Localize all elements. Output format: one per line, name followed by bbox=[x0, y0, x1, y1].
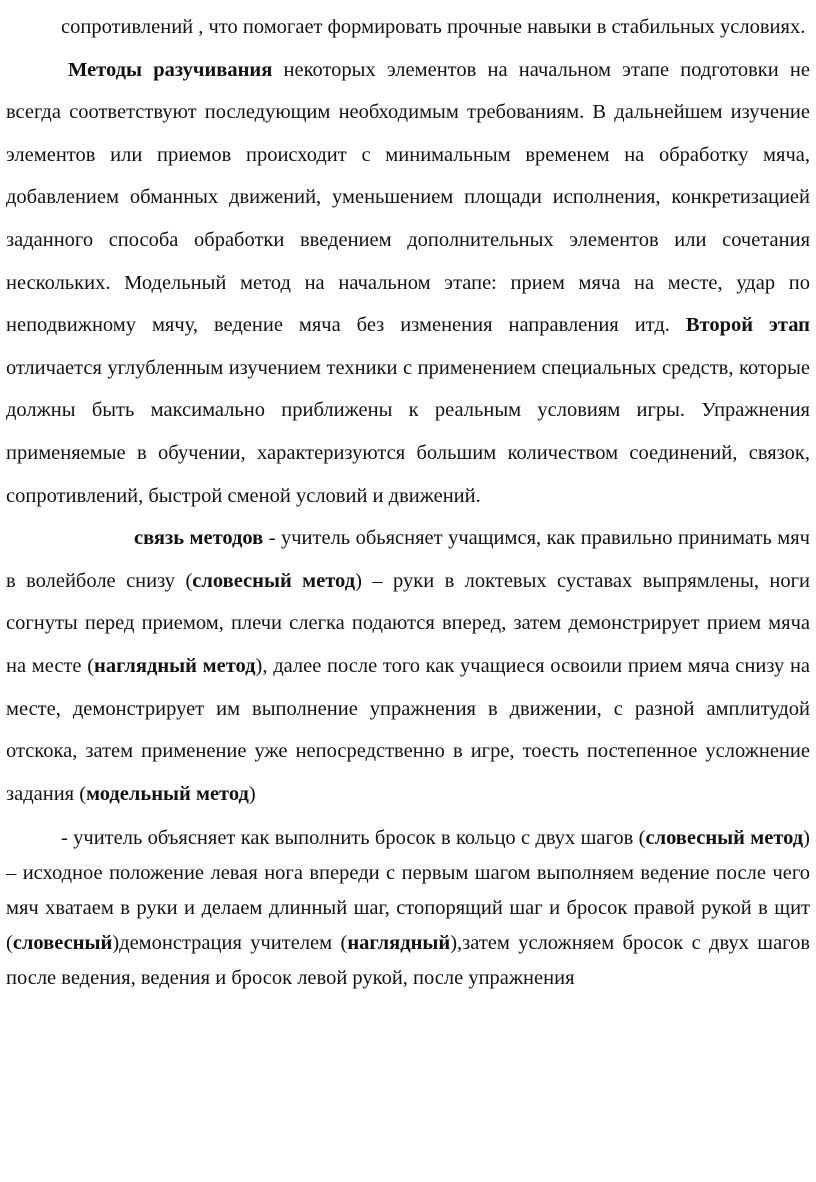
bold-verbal-method: словесный метод bbox=[192, 569, 356, 592]
bold-layup-verbal-method: словесный метод bbox=[645, 827, 804, 850]
bold-visual-method: наглядный метод bbox=[94, 654, 256, 677]
paragraph-learning-methods bbox=[6, 49, 810, 518]
learning-methods-text: некоторых элементов на начальном этапе подготовки не всегда соответствуют последующим необходимым требованиям. В дальнейшем изучение элементов или приемов происходит с минимальным временем на обработку мяча, добавлением обманных движений, уменьшением площади исполнения, конкретизацией заданного способа обработки введением дополнительных элементов или сочетания нескольких. Модельный метод на начальном этапе: прием мяча на месте, удар по неподвижному мячу, ведение мяча без изменения направления итд. bbox=[6, 58, 810, 337]
paragraph-methods-link bbox=[6, 517, 810, 815]
second-stage-text: отличается углубленным изучением техники с применением специальных средств, которые должны быть максимально приближены к реальным условиям игры. Упражнения применяемые в обучении, характеризуются большим количеством соединений, связок, сопротивлений, быстрой сменой условий и движений. bbox=[6, 356, 810, 507]
bold-layup-verbal: словесный bbox=[12, 932, 113, 955]
layup-text-3: )демонстрация учителем ( bbox=[112, 932, 348, 955]
bold-learning-methods: Методы разучивания bbox=[68, 58, 273, 81]
bold-methods-link: связь методов bbox=[134, 527, 264, 550]
document-section-main bbox=[6, 6, 810, 815]
bold-layup-visual: наглядный bbox=[347, 932, 451, 955]
layup-text-2: ) – исходное положение левая нога впереди с первым шагом выполняем ведение после чего мяч хватаем в руки и делаем длинный шаг, стопорящий шаг и бросок правой рукой в щит ( bbox=[6, 827, 810, 955]
layup-text-1: - учитель объясняет как выполнить бросок в кольцо с двух шагов ( bbox=[61, 827, 646, 850]
bold-second-stage: Второй этап bbox=[685, 314, 810, 337]
methods-link-text-1: - учитель обьясняет учащимся, как правильно принимать мяч в волейболе снизу ( bbox=[6, 527, 810, 592]
methods-link-text-4: ) bbox=[248, 782, 256, 805]
methods-link-text-2: ) – руки в локтевых суставах выпрямлены, ноги согнуты перед приемом, плечи слегка подаются вперед, затем демонстрирует прием мяча на месте ( bbox=[6, 569, 810, 677]
paragraph-intro-text: сопротивлений , что помогает формировать прочные навыки в стабильных условиях. bbox=[61, 16, 806, 38]
paragraph-layup bbox=[6, 821, 810, 996]
methods-link-text-3: ), далее после того как учащиеся освоили прием мяча снизу на месте, демонстрирует им выполнение упражнения в движении, с разной амплитудой отскока, затем применение уже непосредственно в игре, тоесть постепенное усложнение задания ( bbox=[6, 654, 811, 805]
layup-text-4: ),затем усложняем бросок с двух шагов после ведения, ведения и бросок левой рукой, после упражнения bbox=[6, 932, 811, 990]
bold-model-method: модельный метод bbox=[86, 782, 249, 805]
paragraph-intro bbox=[6, 6, 810, 49]
document-section-basketball bbox=[6, 821, 810, 996]
